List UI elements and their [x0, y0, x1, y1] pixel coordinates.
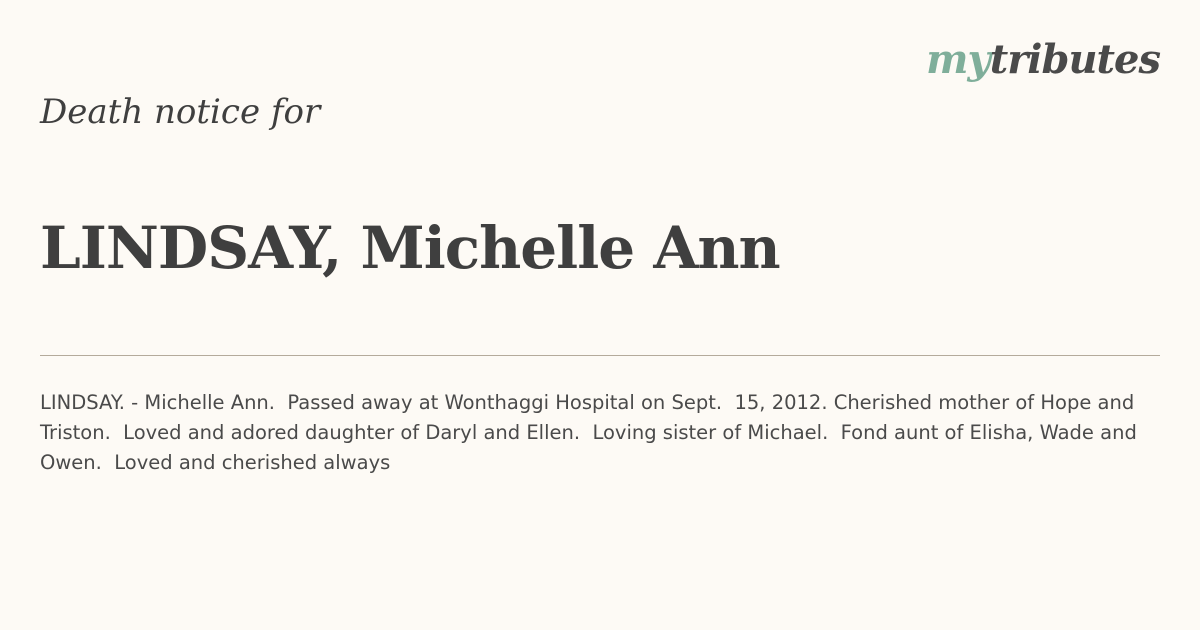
section-divider [40, 355, 1160, 356]
deceased-name-heading: LINDSAY, Michelle Ann [40, 214, 780, 282]
mytributes-logo[interactable] [926, 32, 1160, 88]
death-notice-intro: Death notice for [40, 92, 321, 132]
notice-body-text: LINDSAY. - Michelle Ann. Passed away at Wonthaggi Hospital on Sept. 15, 2012. Cherished mother of Hope and Triston. Loved and adored daughter of Daryl and Ellen. Loving sister of Michael. Fond aunt of Elisha, Wade and Owen. Loved and cherished always [40, 391, 1144, 474]
logo-tributes-text: tributes [989, 36, 1160, 83]
logo-my-text: my [926, 36, 990, 83]
